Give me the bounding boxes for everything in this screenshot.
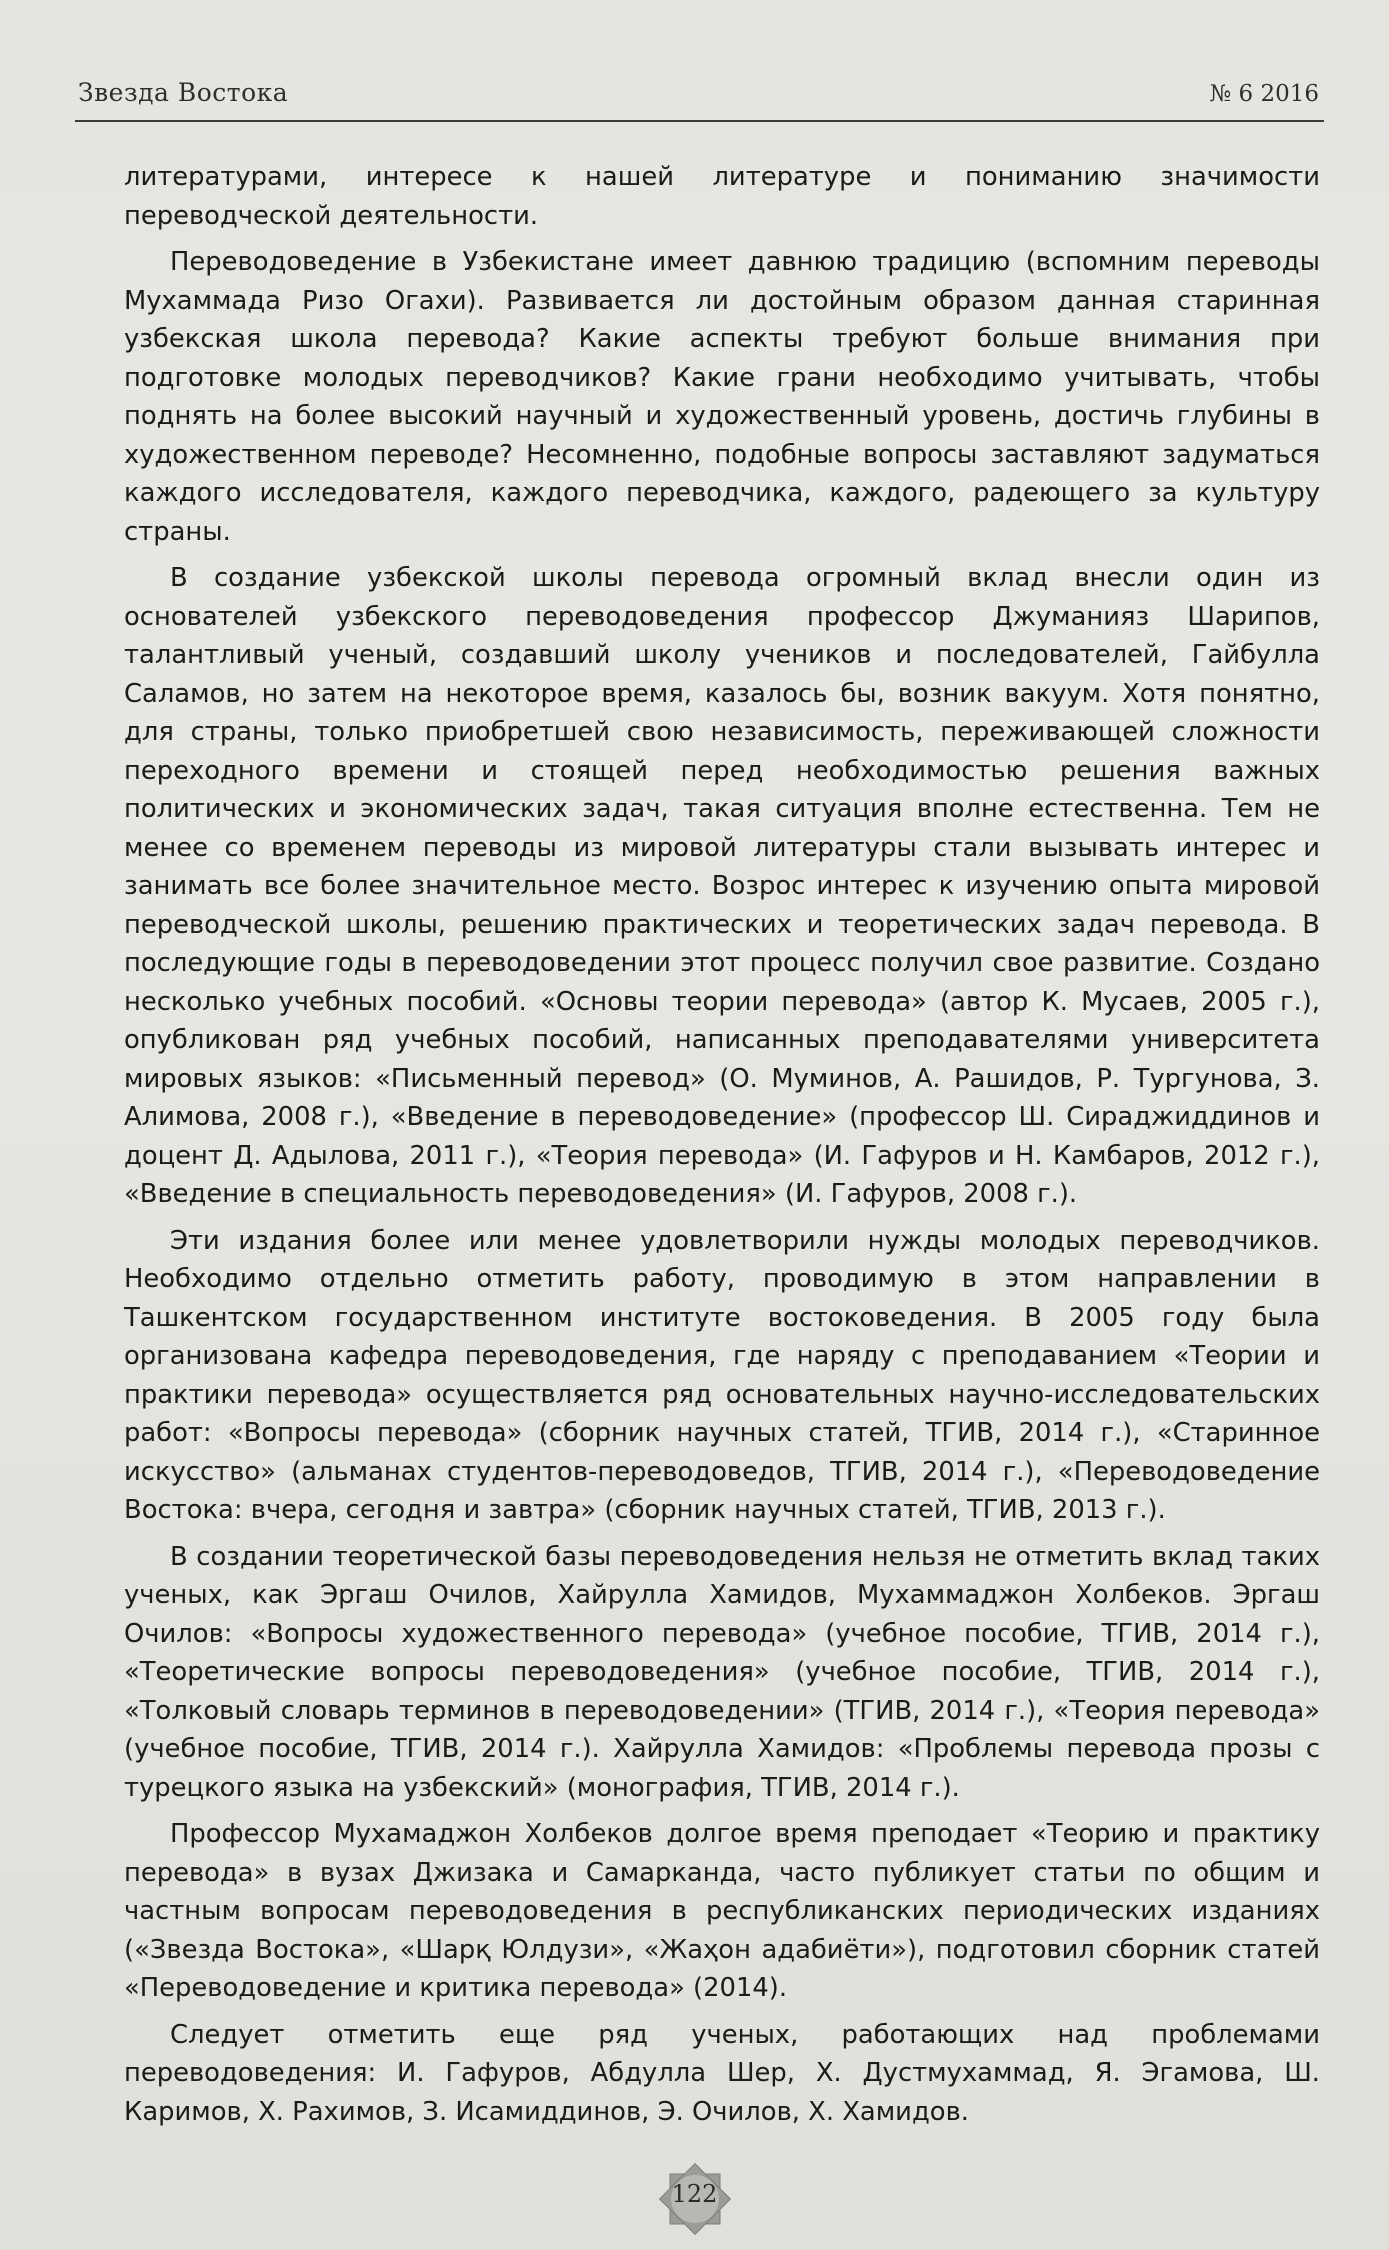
page-number-ornament — [656, 2160, 734, 2238]
article-body — [124, 158, 1320, 2139]
paragraph: Эти издания более или менее удовлетворили нужды молодых переводчиков. Необходимо отдельно отметить работу, проводимую в этом направлении в Ташкентском государственном институте востоковедения. В 2005 году была организована кафедра переводоведения, где наряду с преподаванием «Теории и практики перевода» осуществляется ряд основательных научно-исследовательских работ: «Вопросы перевода» (сборник научных статей, ТГИВ, 2014 г.), «Старинное искусство» (альманах студентов-переводоведов, ТГИВ, 2014 г.), «Переводоведение Востока: вчера, сегодня и завтра» (сборник научных статей, ТГИВ, 2013 г.). — [124, 1225, 1320, 1525]
issue-number: № 6 2016 — [1209, 81, 1319, 107]
paragraph: Следует отметить еще ряд ученых, работающих над проблемами переводоведения: И. Гафуров, Абдулла Шер, Х. Дустмухаммад, Я. Эгамова, Ш. Каримов, Х. Рахимов, З. Исамиддинов, Э. Очилов, Х. Хамидов. — [124, 2019, 1320, 2127]
paragraph: В создании теоретической базы переводоведения нельзя не отметить вклад таких ученых, как Эргаш Очилов, Хайрулла Хамидов, Мухаммаджон Холбеков. Эргаш Очилов: «Вопросы художественного перевода» (учебное пособие, ТГИВ, 2014 г.), «Теоретические вопросы переводоведения» (учебное пособие, ТГИВ, 2014 г.), «Толковый словарь терминов в переводоведении» (ТГИВ, 2014 г.), «Теория перевода» (учебное пособие, ТГИВ, 2014 г.). Хайрулла Хамидов: «Проблемы перевода прозы с турецкого языка на узбекский» (монография, ТГИВ, 2014 г.). — [124, 1541, 1320, 1803]
running-header — [78, 78, 1319, 107]
paragraph: Профессор Мухамаджон Холбеков долгое время преподает «Теорию и практику перевода» в вузах Джизака и Самарканда, часто публикует статьи по общим и частным вопросам переводоведения в республиканских периодических изданиях («Звезда Востока», «Шарқ Юлдузи», «Жаҳон адабиёти»), подготовил сборник статей «Переводоведение и критика перевода» (2014). — [124, 1819, 1320, 2003]
journal-title: Звезда Востока — [78, 78, 289, 107]
page-number: 122 — [671, 2180, 718, 2208]
header-rule — [75, 120, 1324, 122]
paragraph: В создание узбекской школы перевода огромный вклад внесли один из основателей узбекского переводоведения профессор Джуманияз Шарипов, талантливый ученый, создавший школу учеников и последователей, Гайбулла Саламов, но затем на некоторое время, казалось бы, возник вакуум. Хотя понятно, для страны, только приобретшей свою независимость, переживающей сложности переходного времени и стоящей перед необходимостью решения важных политических и экономических задач, такая ситуация вполне естественна. Тем не менее со временем переводы из мировой литературы стали вызывать интерес и занимать все более значительное место. Возрос интерес к изучению опыта мировой переводческой школы, решению практических и теоретических задач перевода. В последующие годы в переводоведении этот процесс получил свое развитие. Создано несколько учебных пособий. «Основы теории перевода» (автор К. Мусаев, 2005 г.), опубликован ряд учебных пособий, написанных преподавателями университета мировых языков: «Письменный перевод» (О. Муминов, А. Рашидов, Р. Тургунова, З. Алимова, 2008 г.), «Введение в переводоведение» (профессор Ш. Сираджиддинов и доцент Д. Адылова, 2011 г.), «Теория перевода» (И. Гафуров и Н. Камбаров, 2012 г.), «Введение в специальность переводоведения» (И. Гафуров, 2008 г.). — [124, 563, 1320, 1209]
paragraph: Переводоведение в Узбекистане имеет давнюю традицию (вспомним переводы Мухаммада Ризо Огахи). Развивается ли достойным образом данная старинная узбекская школа перевода? Какие аспекты требуют больше внимания при подготовке молодых переводчиков? Какие грани необходимо учитывать, чтобы поднять на более высокий научный и художественный уровень, достичь глубины в художественном переводе? Несомненно, подобные вопросы заставляют задуматься каждого исследователя, каждого переводчика, каждого, радеющего за культуру страны. — [124, 247, 1320, 547]
paragraph-continuation: литературами, интересе к нашей литературе и пониманию значимости переводческой деятельности. — [124, 162, 1320, 231]
